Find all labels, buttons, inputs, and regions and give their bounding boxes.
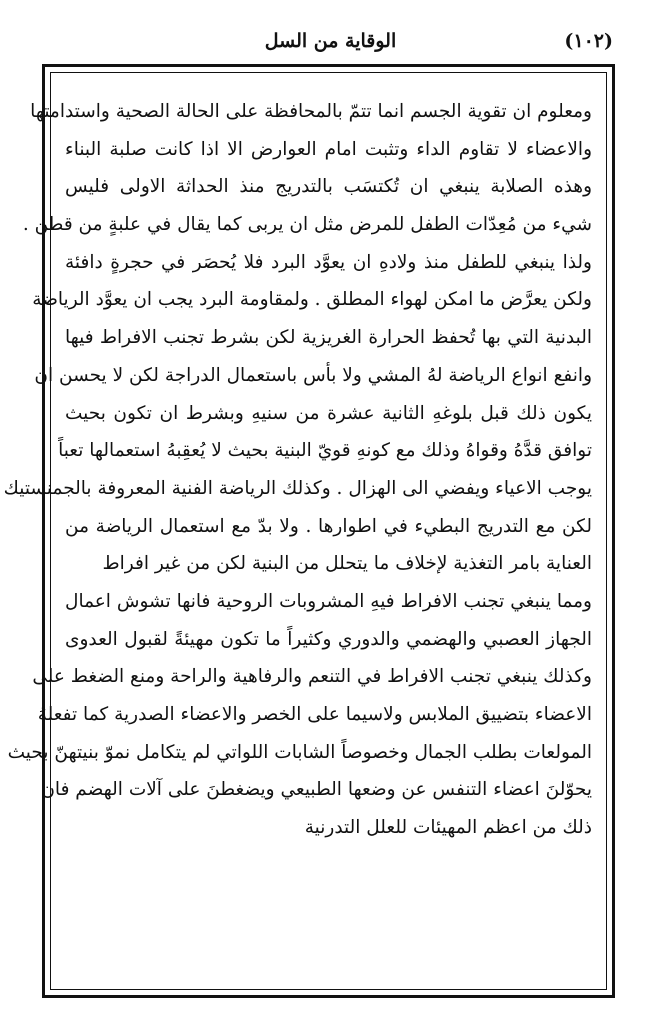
text-line: وانفع انواع الرياضة لهُ المشي ولا بأس باستعمال الدراجة لكن لا يحسن ان xyxy=(34,364,592,386)
text-line: ذلك من اعظم المهيئات للعلل التدرنية xyxy=(304,817,592,839)
text-line: ولكن يعرَّض ما امكن لهواء المطلق . ولمقاومة البرد يجب ان يعوَّد الرياضة xyxy=(32,289,592,311)
text-line: وهذه الصلابة ينبغي ان تُكتسَب بالتدريج منذ الحداثة الاولى فليس xyxy=(65,176,592,198)
text-line: لكن مع التدريج البطيء في اطوارها . ولا بدّ مع استعمال الرياضة من xyxy=(65,515,592,537)
text-line: العناية بامر التغذية لإخلاف ما يتحلل من البنية لكن من غير افراط xyxy=(102,553,592,575)
text-line: يكون ذلك قبل بلوغهِ الثانية عشرة من سنيهِ وبشرط ان تكون بحيث xyxy=(65,402,592,424)
text-line: الاعضاء بتضييق الملابس ولاسيما على الخصر والاعضاء الصدرية كما تفعلهُ xyxy=(37,704,592,725)
text-line: وكذلك ينبغي تجنب الافراط في التنعم والرفاهية والراحة ومنع الضغط على xyxy=(32,666,592,688)
body-text xyxy=(3,93,592,847)
text-line: البدنية التي بها تُحفظ الحرارة الغريزية لكن بشرط تجنب الافراط فيها xyxy=(65,327,592,349)
text-line: ومما ينبغي تجنب الافراط فيهِ المشروبات الروحية فانها تشوش اعمال xyxy=(65,590,592,612)
text-line: الجهاز العصبي والهضمي والدوري وكثيراً ما تكون مهيئةً لقبول العدوى xyxy=(65,628,592,650)
running-title: الوقاية من السل xyxy=(264,30,397,52)
text-line: والاعضاء لا تقاوم الداء وتثبت امام العوارض الا اذا كانت صلبة البناء xyxy=(65,138,592,160)
text-line: المولعات بطلب الجمال وخصوصاً الشابات اللواتي لم يتكامل نموّ بنيتهنّ بحيث xyxy=(7,741,592,763)
text-line: يوجب الاعياء ويفضي الى الهزال . وكذلك الرياضة الفنية المعروفة بالجمنستيك xyxy=(3,477,592,499)
text-line: شيء من مُعِدّات الطفل للمرض مثل ان يربى كما يقال في علبةٍ من قطن . xyxy=(22,214,592,236)
page-border-inner xyxy=(3,72,607,990)
text-line: توافق قدَّهُ وقواهُ وذلك مع كونهِ قويّ البنية بحيث لا يُعقِبهُ استعمالها تعباً xyxy=(58,440,592,462)
text-line: ولذا ينبغي للطفل منذ ولادهِ ان يعوَّد البرد فلا يُحصَر في حجرةٍ دافئة xyxy=(65,251,592,273)
running-head xyxy=(48,28,613,60)
page-border-outer xyxy=(3,64,615,998)
page-number: (١٠٢) xyxy=(564,30,613,52)
text-line: ومعلوم ان تقوية الجسم انما تتمّ بالمحافظة على الحالة الصحية واستدامتها xyxy=(30,101,592,122)
text-line: يحوّلنَ اعضاء التنفس عن وضعها الطبيعي ويضغطنَ على آلات الهضم فان xyxy=(41,779,592,801)
